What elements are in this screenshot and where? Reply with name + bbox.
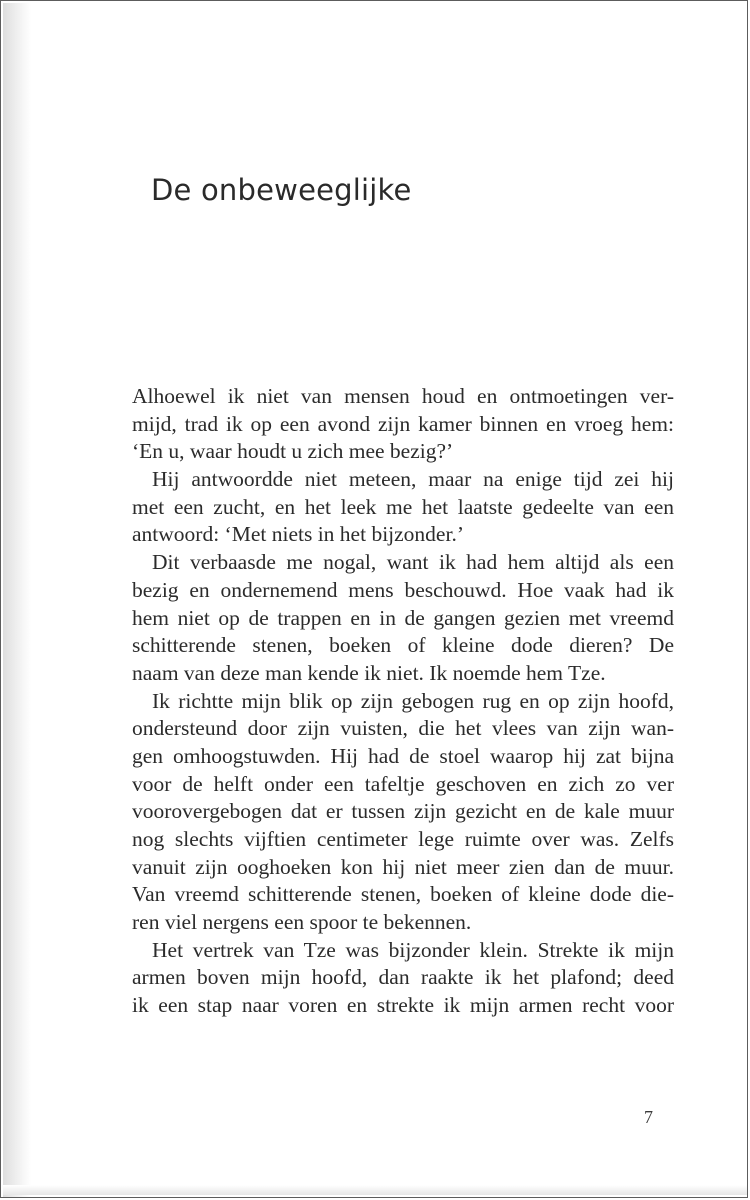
text-line: Van vreemd schitterende stenen, boeken of kleine dode die-: [132, 882, 674, 907]
body-text: [132, 383, 674, 1020]
page-number: 7: [644, 1107, 653, 1127]
text-line: Het vertrek van Tze was bijzonder klein. Strekte ik mijn: [152, 937, 674, 962]
text-line: ren viel nergens een spoor te bekennen.: [132, 910, 472, 935]
page-bottom-shade: [3, 1185, 747, 1195]
text-line: schitterende stenen, boeken of kleine dode dieren? De: [132, 633, 674, 658]
text-line: naam van deze man kende ik niet. Ik noemde hem Tze.: [132, 660, 606, 685]
text-line: ‘En u, waar houdt u zich mee bezig?’: [132, 439, 454, 464]
chapter-title: De onbeweeglijke: [151, 173, 412, 207]
text-line: Hij antwoordde niet meteen, maar na enige tijd zei hij: [152, 467, 674, 492]
text-line: gen omhoogstuwden. Hij had de stoel waarop hij zat bijna: [132, 743, 674, 768]
text-line: antwoord: ‘Met niets in het bijzonder.’: [132, 522, 464, 547]
text-line: nog slechts vijftien centimeter lege ruimte over was. Zelfs: [132, 827, 674, 851]
text-line: mijd, trad ik op een avond zijn kamer binnen en vroeg hem:: [132, 411, 674, 436]
text-line: voorovergebogen dat er tussen zijn gezicht en de kale muur: [132, 799, 674, 824]
text-line: Ik richtte mijn blik op zijn gebogen rug en op zijn hoofd,: [152, 688, 674, 713]
text-line: vanuit zijn ooghoeken kon hij niet meer zien dan de muur.: [132, 854, 674, 879]
page-gutter-shadow: [3, 3, 31, 1197]
text-line: armen boven mijn hoofd, dan raakte ik het plafond; deed: [132, 965, 674, 990]
text-line: Alhoewel ik niet van mensen houd en ontmoetingen ver-: [132, 384, 674, 408]
text-line: ondersteund door zijn vuisten, die het vlees van zijn wan-: [132, 716, 674, 741]
text-line: Dit verbaasde me nogal, want ik had hem altijd als een: [152, 550, 674, 575]
text-line: bezig en ondernemend mens beschouwd. Hoe vaak had ik: [132, 577, 674, 602]
text-line: met een zucht, en het leek me het laatste gedeelte van een: [132, 494, 674, 519]
text-line: ik een stap naar voren en strekte ik mijn armen recht voor: [132, 993, 674, 1018]
text-line: voor de helft onder een tafeltje geschoven en zich zo ver: [132, 771, 674, 796]
text-line: hem niet op de trappen en in de gangen gezien met vreemd: [132, 605, 674, 630]
